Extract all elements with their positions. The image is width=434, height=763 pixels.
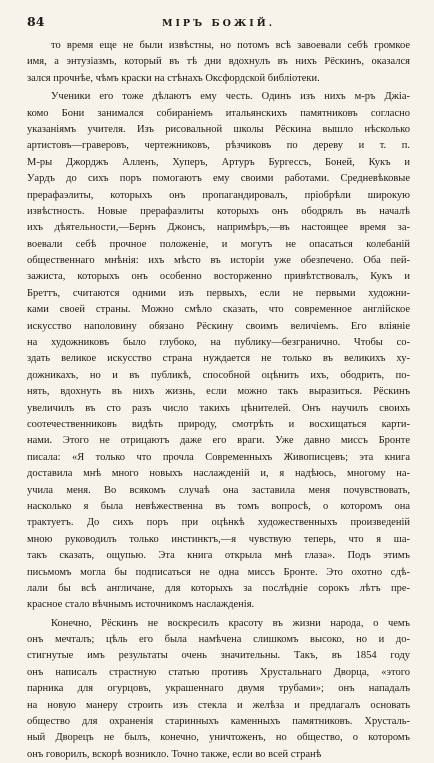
text-line: Конечно, Рёскинъ не воскресилъ красоту въ жизни народа, о чемъ — [51, 617, 410, 629]
text-line: лали бы всѣ англичане, для которыхъ за послѣдніе сорокъ лѣтъ пре- — [27, 582, 410, 594]
text-line: Уардъ до сихъ поръ помогаютъ ему своими работами. Средневѣковые — [27, 173, 410, 185]
text-line: парника для огурцовъ, украшеннаго двумя трубами»; онъ нападалъ — [27, 683, 410, 695]
paragraph — [27, 616, 410, 763]
text-line: прерафаэлиты, которыхъ онъ пропагандировалъ, пріобрѣли широкую — [27, 189, 410, 201]
text-line: зажиста, которыхъ онъ особенно восторженно привѣтствовалъ, Кукъ и — [27, 271, 410, 283]
text-line: ками своей страны. Можно смѣло сказать, что современное англійское — [27, 304, 410, 316]
text-line: общественнаго мнѣнія: ихъ мѣсто въ исторіи уже обезпечено. Оба пей- — [27, 255, 410, 267]
text-line: на художниковъ было глубоко, на публику—безгранично. Чтобы со- — [27, 337, 410, 349]
text-line: онъ мечталъ; цѣль его была намѣчена слишкомъ высоко, но и до- — [27, 634, 410, 646]
text-line: комо Бони занимался собираніемъ итальянскихъ памятниковъ согласно — [27, 107, 410, 119]
page-header — [27, 14, 410, 34]
text-line: дожникахъ, но и въ публикѣ, способной оцѣнить ихъ, ободрить, по- — [27, 369, 410, 381]
text-line: на новую манеру строить изъ стекла и желѣза и предлагалъ основать — [27, 699, 410, 711]
text-line: извѣстность. Новые прерафаэлиты которыхъ онъ ободрялъ въ началѣ — [27, 205, 410, 217]
text-line: указаніямъ учителя. Изъ рисовальной школы Рёскина вышло нѣсколько — [27, 123, 410, 135]
text-line: учила меня. Во всякомъ случаѣ она заставила меня почувствовать, — [27, 484, 410, 496]
text-line: искусство наполовину обязано Рёскину своимъ величіемъ. Его вліяніе — [27, 320, 410, 332]
text-line: артистовъ—граверовъ, чертежниковъ, рѣзчиковъ по дереву и т. п. — [27, 140, 410, 152]
text-line: воевали себѣ прочное положеніе, и могутъ не опасаться колебаній — [27, 238, 410, 250]
page-number: 84 — [27, 14, 45, 29]
text-line: письмомъ могла бы подписаться не одна миссъ Бронте. Это охотно сдѣ- — [27, 566, 410, 578]
text-line: такъ сказать, ощупью. Эта книга открыла мнѣ глаза». Подъ этимъ — [27, 550, 410, 562]
text-line: общество для охраненія старинныхъ каменныхъ памятниковъ. Хрусталь- — [27, 716, 410, 728]
running-title: МІРЪ БОЖІЙ. — [161, 18, 276, 29]
text-line: зался прочнѣе, чѣмъ краски на стѣнахъ Оксфордской библіотеки. — [27, 72, 320, 84]
text-line: нами. Этого не отрицаютъ даже его враги. Уже давно миссъ Бронте — [27, 435, 410, 447]
text-line: мною руководилъ только инстинктъ,—я чувствую теперь, что я ша- — [27, 533, 410, 545]
text-line: то время еще не были извѣстны, но потомъ всѣ завоевали себѣ громкое — [51, 40, 410, 51]
text-line: стигнутые имъ результаты очень значительны. Такъ, въ 1854 году — [27, 650, 410, 662]
text-line: онъ написалъ страстную статью противъ Хрустальнаго Дворца, «этого — [27, 666, 410, 678]
text-line: нять, вдохнуть въ нихъ жизнь, если можно такъ выразиться. Рёскинъ — [27, 386, 410, 398]
text-line: ихъ дѣятельности,—Бернъ Джонсъ, напримѣръ,—въ настоящее время за- — [27, 222, 410, 234]
text-line: красное стало вѣчнымъ источникомъ наслажденія. — [27, 599, 255, 611]
text-line: Бреттъ, считаются одними изъ первыхъ, если не первыми художни- — [27, 287, 410, 299]
text-line: имя, а энтузіазмъ, который въ тѣ дни вдохнулъ въ нихъ Рёскинъ, оказался — [27, 56, 410, 68]
text-line: ный Дворецъ не былъ, конечно, уничтоженъ, но общество, о которомъ — [27, 732, 410, 744]
text-line: увеличилъ въ сто разъ число такихъ цѣнителей. Онъ научилъ своихъ — [27, 402, 410, 414]
text-line: Ученики его тоже дѣлаютъ ему честь. Одинъ изъ нихъ м-ръ Джіа- — [51, 91, 410, 103]
text-line: соотечественниковъ видѣть природу, смотрѣть и восхищаться карти- — [27, 418, 410, 430]
text-line: писала: «Я только что прочла Современныхъ Живописцевъ; эта книга — [27, 451, 410, 463]
paragraph — [27, 89, 410, 614]
text-line: трактуетъ. До сихъ поръ при оцѣнкѣ художественныхъ произведеній — [27, 517, 410, 529]
text-line: онъ говорилъ, вскорѣ возникло. Точно также, если во всей странѣ — [27, 748, 322, 760]
text-line: М-ры Джорджъ Алленъ, Хуперъ, Артуръ Бургессъ, Боней, Кукъ и — [27, 156, 410, 168]
text-line: насколько я была невѣжественна въ томъ вопросѣ, о которомъ она — [27, 500, 410, 512]
text-line: здать великое искусство страна нуждается не только въ великихъ ху- — [27, 353, 410, 365]
body-text — [27, 38, 410, 763]
paragraph — [27, 38, 410, 87]
text-line: доставила мнѣ много новыхъ наслажденій и, я надѣюсь, многому на- — [27, 468, 410, 480]
